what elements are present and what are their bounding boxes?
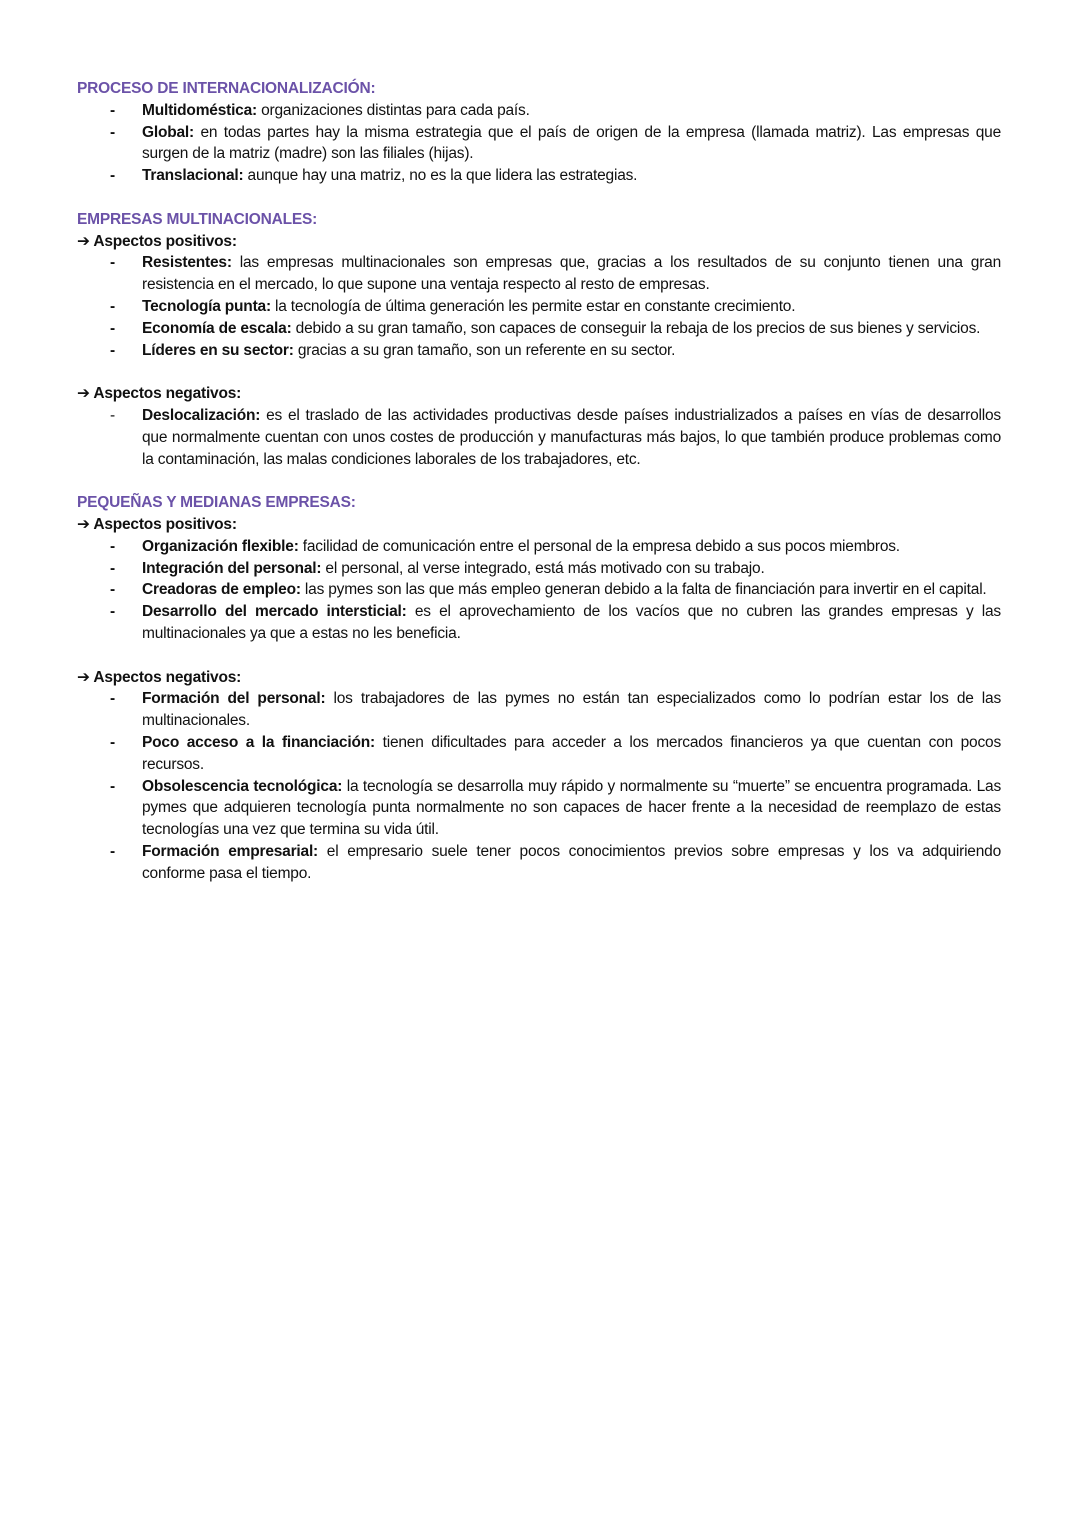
list-item — [77, 165, 1001, 187]
positive-list — [77, 536, 1001, 645]
list-item — [77, 252, 1001, 296]
negative-heading — [77, 383, 1001, 405]
list-item — [77, 579, 1001, 601]
item-text: el empresario suele tener pocos conocimientos previos sobre empresas y los va adquiriendo conforme pasa el tiempo. — [142, 842, 1001, 882]
list-item — [77, 405, 1001, 470]
item-text: los trabajadores de las pymes no están tan especializados como lo podrían estar los de las multinacionales. — [142, 690, 1001, 730]
dash-bullet: - — [110, 603, 115, 621]
item-term: Tecnología punta: — [142, 297, 271, 315]
item-term: Poco acceso a la financiación: — [142, 733, 375, 751]
negative-heading-label: Aspectos negativos: — [93, 668, 242, 686]
list-item — [77, 318, 1001, 340]
item-term: Multidoméstica: — [142, 101, 257, 119]
item-term: Deslocalización: — [142, 406, 261, 424]
item-term: Formación del personal: — [142, 690, 326, 708]
dash-bullet: - — [110, 254, 115, 272]
item-term: Organización flexible: — [142, 537, 299, 555]
list-item — [77, 122, 1001, 166]
negative-list — [77, 405, 1001, 470]
item-text: organizaciones distintas para cada país. — [256, 101, 530, 119]
item-term: Desarrollo del mercado intersticial: — [142, 603, 407, 621]
dash-bullet: - — [110, 406, 115, 424]
dash-bullet: - — [110, 559, 115, 577]
item-text: la tecnología de última generación les permite estar en constante crecimiento. — [270, 297, 796, 315]
list-item — [77, 732, 1001, 776]
list-item — [77, 841, 1001, 885]
item-text: aunque hay una matriz, no es la que lidera las estrategias. — [243, 167, 638, 185]
item-term: Creadoras de empleo: — [142, 581, 301, 599]
item-text: es el aprovechamiento de los vacíos que no cubren las grandes empresas y las multinacionales ya que a estas no les beneficia. — [142, 603, 1001, 642]
item-term: Obsolescencia tecnológica: — [142, 777, 343, 795]
item-term: Global: — [142, 123, 194, 141]
dash-bullet: - — [110, 537, 115, 555]
item-term: Integración del personal: — [142, 559, 322, 577]
dash-bullet: - — [110, 297, 115, 315]
section-title: PROCESO DE INTERNACIONALIZACIÓN: — [77, 80, 376, 97]
bullet-list — [77, 100, 1001, 187]
list-item — [77, 601, 1001, 645]
positive-list — [77, 252, 1001, 361]
dash-bullet: - — [110, 733, 115, 751]
item-text: facilidad de comunicación entre el personal de la empresa debido a sus pocos miembros. — [298, 537, 900, 555]
list-item — [77, 340, 1001, 362]
section-internacionalizacion — [77, 78, 1001, 187]
dash-bullet: - — [110, 581, 115, 599]
item-text: las pymes son las que más empleo generan debido a la falta de financiación para invertir en el capital. — [300, 581, 987, 599]
item-term: Economía de escala: — [142, 319, 292, 337]
list-item — [77, 536, 1001, 558]
list-item — [77, 558, 1001, 580]
section-pymes — [77, 492, 1001, 884]
dash-bullet: - — [110, 690, 115, 708]
positive-heading — [77, 514, 1001, 536]
positive-heading-label: Aspectos positivos: — [93, 232, 237, 250]
arrow-right-icon: ➔ — [77, 232, 94, 250]
item-text: en todas partes hay la misma estrategia que el país de origen de la empresa (llamada matriz). Las empresas que surgen de la matriz (madre) son las filiales (hijas). — [142, 123, 1001, 163]
list-item — [77, 296, 1001, 318]
item-text: gracias a su gran tamaño, son un referente en su sector. — [293, 341, 676, 359]
list-item — [77, 688, 1001, 732]
positive-heading-label: Aspectos positivos: — [93, 515, 237, 533]
item-text: el personal, al verse integrado, está más motivado con su trabajo. — [321, 559, 765, 577]
item-text: la tecnología se desarrolla muy rápido y normalmente su “muerte” se encuentra programada. Las pymes que adquieren tecnología punta normalmente no son capaces de hacer frente a la necesidad de reemplazo de estas tecnologías una vez que termina su vida útil. — [142, 777, 1001, 839]
item-text: las empresas multinacionales son empresas que, gracias a los resultados de su conjunto tienen una gran resistencia en el mercado, lo que supone una ventaja respecto al resto de empresas. — [142, 254, 1001, 294]
section-title: EMPRESAS MULTINACIONALES: — [77, 210, 318, 228]
list-item — [77, 100, 1001, 122]
dash-bullet: - — [110, 167, 115, 185]
positive-heading — [77, 231, 1001, 253]
arrow-right-icon: ➔ — [77, 385, 94, 403]
dash-bullet: - — [110, 123, 115, 141]
item-term: Resistentes: — [142, 254, 232, 272]
item-term: Translacional: — [142, 167, 244, 185]
dash-bullet: - — [110, 341, 115, 359]
section-title: PEQUEÑAS Y MEDIANAS EMPRESAS: — [77, 494, 356, 512]
item-term: Formación empresarial: — [142, 842, 319, 860]
list-item — [77, 776, 1001, 841]
item-term: Líderes en su sector: — [142, 341, 294, 359]
negative-list — [77, 688, 1001, 884]
dash-bullet: - — [110, 842, 115, 860]
item-text: es el traslado de las actividades productivas desde países industrializados a países en vías de desarrollos que normalmente cuentan con unos costes de producción y manufacturas más bajos, lo que también produce problemas como la contaminación, las malas condiciones laborales de los trabajadores, etc. — [142, 406, 1001, 468]
dash-bullet: - — [110, 319, 115, 337]
negative-heading-label: Aspectos negativos: — [93, 385, 242, 403]
arrow-right-icon: ➔ — [77, 515, 94, 533]
negative-heading — [77, 667, 1001, 689]
item-text: debido a su gran tamaño, son capaces de conseguir la rebaja de los precios de sus bienes y servicios. — [291, 319, 981, 337]
section-multinacionales — [77, 209, 1001, 471]
item-text: tienen dificultades para acceder a los mercados financieros ya que cuentan con pocos recursos. — [142, 733, 1001, 773]
arrow-right-icon: ➔ — [77, 668, 94, 686]
dash-bullet: - — [110, 101, 115, 119]
dash-bullet: - — [110, 777, 115, 795]
